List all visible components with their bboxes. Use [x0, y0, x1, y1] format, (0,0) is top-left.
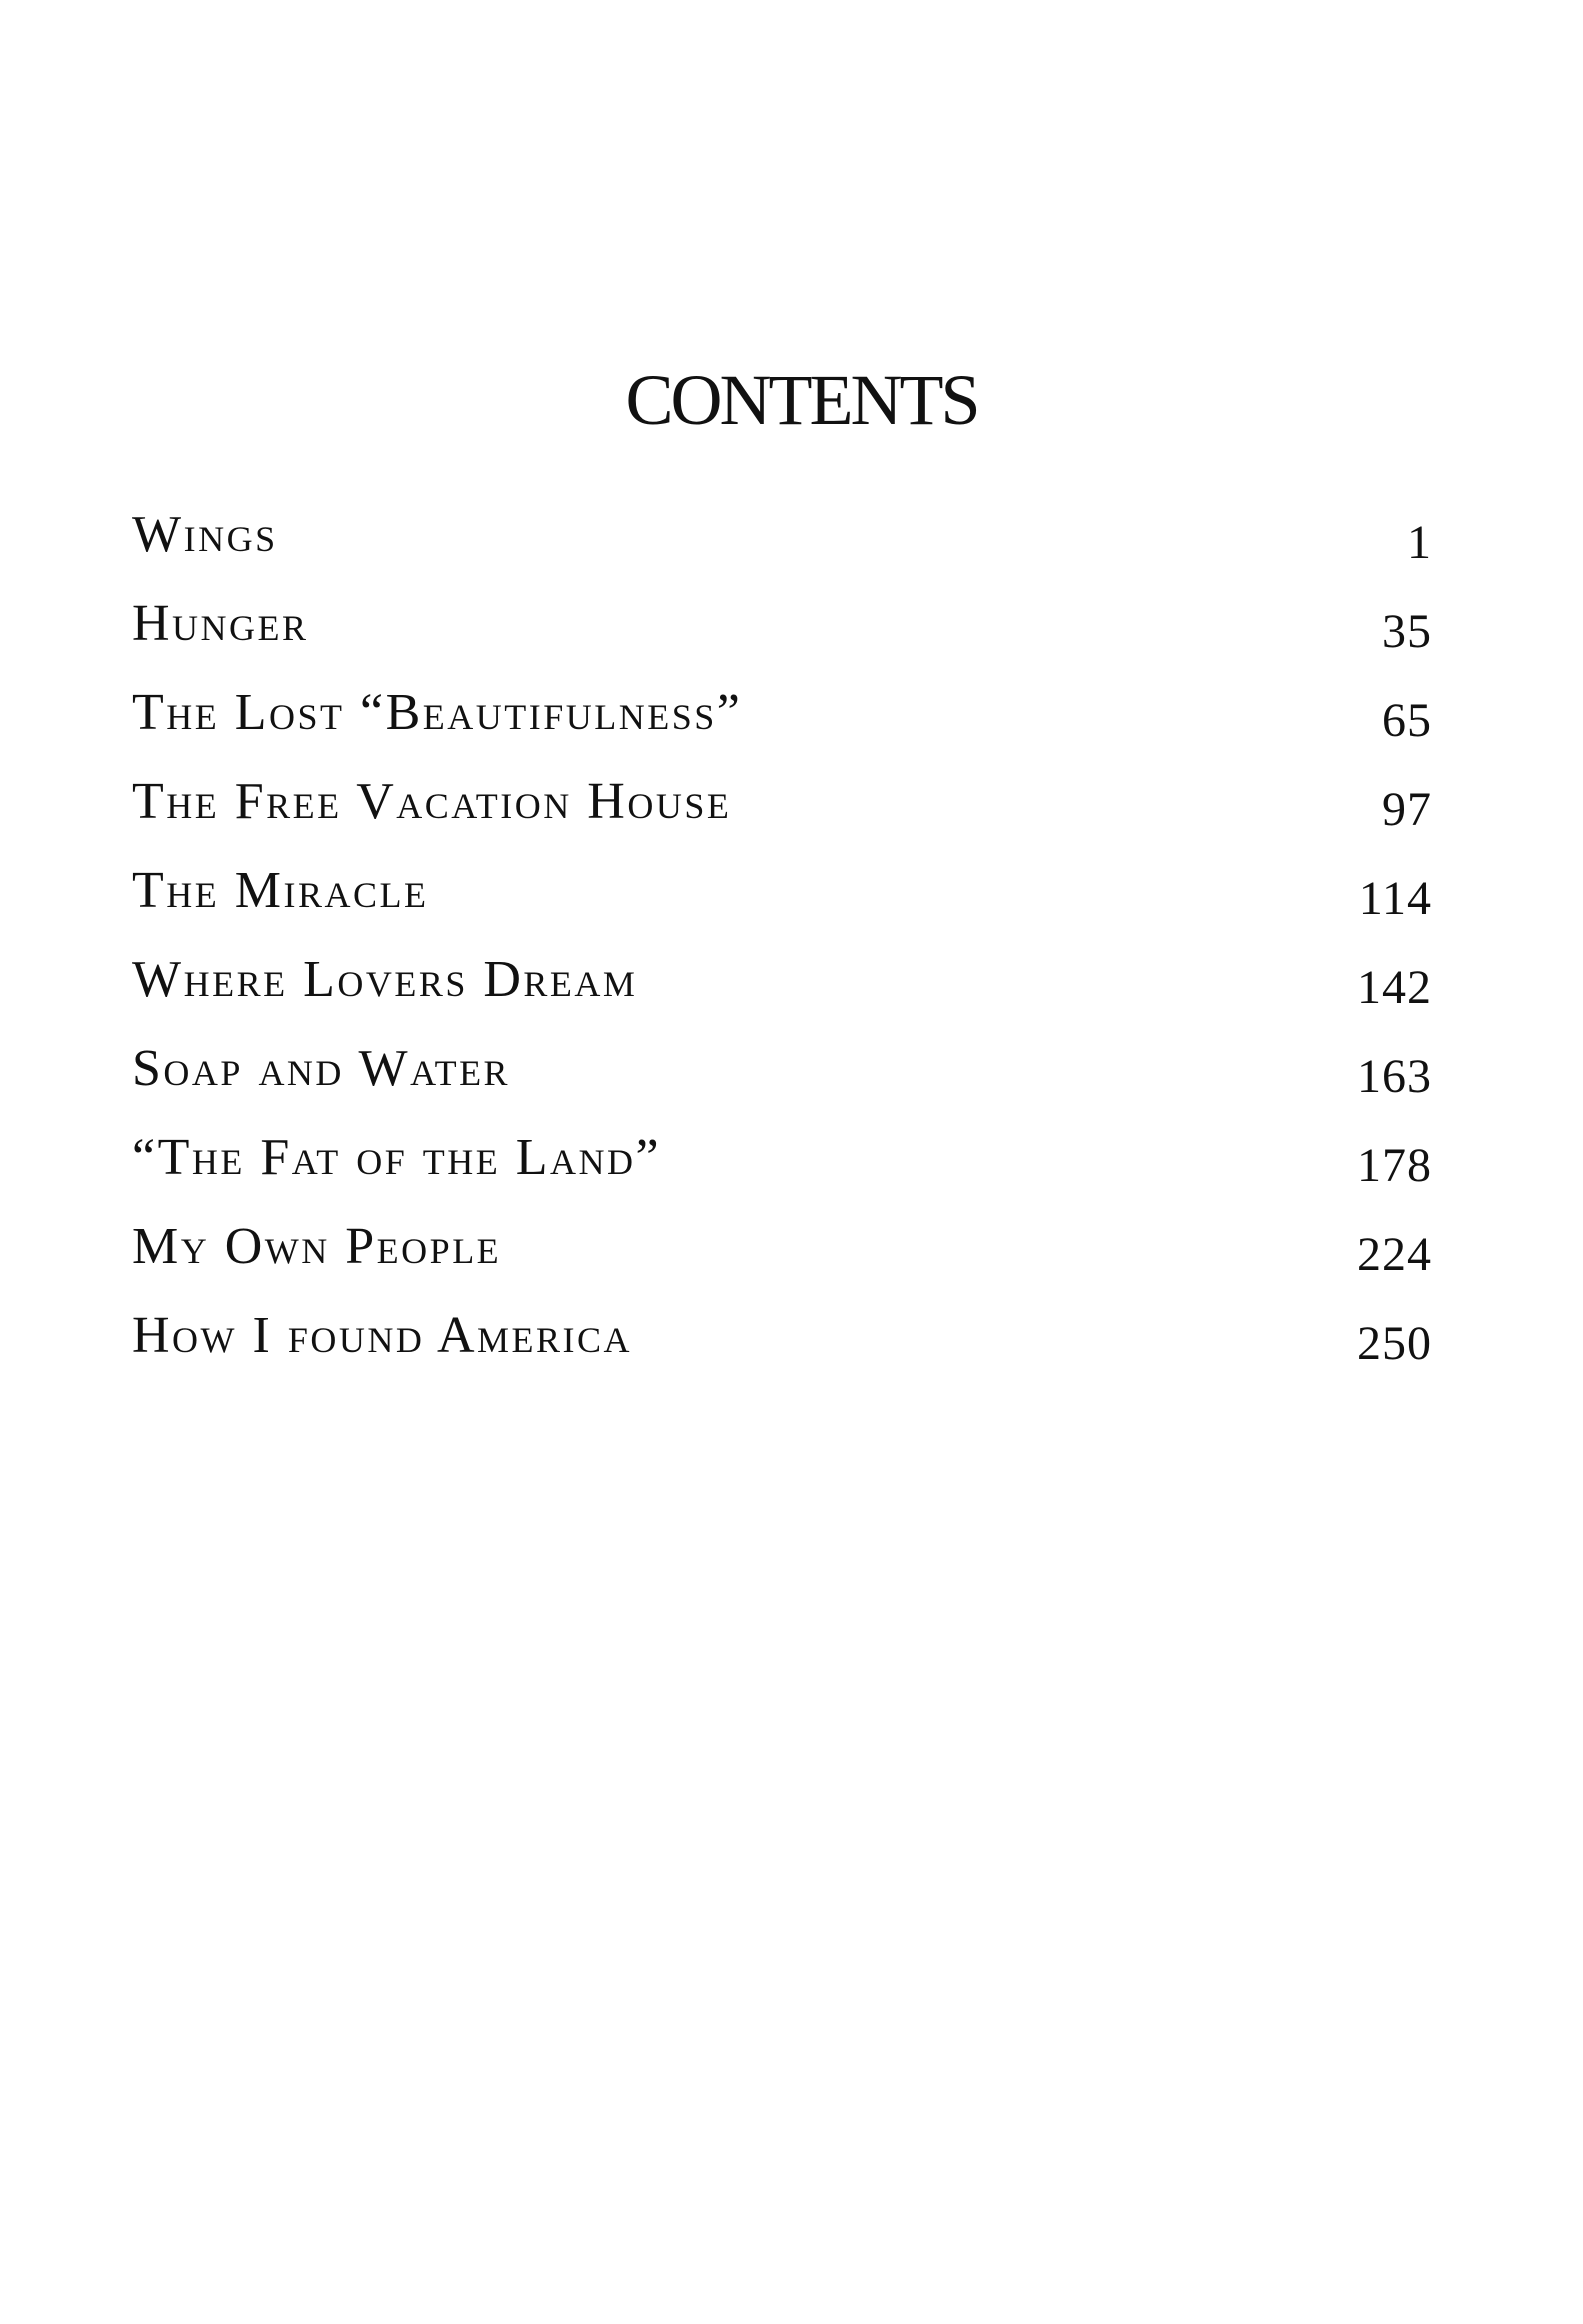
toc-entry-page: 35 — [1382, 605, 1432, 658]
toc-entry-title: My Own People — [132, 1218, 502, 1275]
toc-entry-title: Wings — [132, 506, 278, 563]
table-of-contents — [132, 500, 1432, 1390]
toc-entry-page: 1 — [1407, 516, 1432, 569]
toc-entry-where-lovers-dream — [132, 945, 1432, 1034]
toc-entry-page: 65 — [1382, 694, 1432, 747]
toc-entry-page: 224 — [1357, 1228, 1432, 1281]
toc-entry-title: The Lost “Beautifulness” — [132, 684, 743, 741]
toc-entry-free-vacation-house — [132, 767, 1432, 856]
toc-entry-miracle — [132, 856, 1432, 945]
toc-entry-title: Hunger — [132, 595, 309, 652]
toc-entry-how-i-found-america — [132, 1301, 1432, 1390]
toc-entry-title: The Miracle — [132, 862, 429, 919]
toc-entry-page: 163 — [1357, 1050, 1432, 1103]
toc-entry-title: The Free Vacation House — [132, 773, 732, 830]
toc-entry-hunger — [132, 589, 1432, 678]
toc-entry-wings — [132, 500, 1432, 589]
toc-entry-page: 250 — [1357, 1317, 1432, 1370]
toc-entry-page: 178 — [1357, 1139, 1432, 1192]
toc-entry-title: Soap and Water — [132, 1040, 511, 1097]
toc-entry-title: Where Lovers Dream — [132, 951, 638, 1008]
toc-entry-fat-of-the-land — [132, 1123, 1432, 1212]
toc-entry-page: 114 — [1358, 872, 1432, 925]
page-title: CONTENTS — [625, 360, 978, 440]
toc-entry-title: How I found America — [132, 1307, 633, 1364]
toc-entry-page: 142 — [1357, 961, 1432, 1014]
toc-entry-my-own-people — [132, 1212, 1432, 1301]
toc-entry-lost-beautifulness — [132, 678, 1432, 767]
toc-entry-page: 97 — [1382, 783, 1432, 836]
toc-entry-title: “The Fat of the Land” — [132, 1129, 662, 1186]
toc-entry-soap-and-water — [132, 1034, 1432, 1123]
